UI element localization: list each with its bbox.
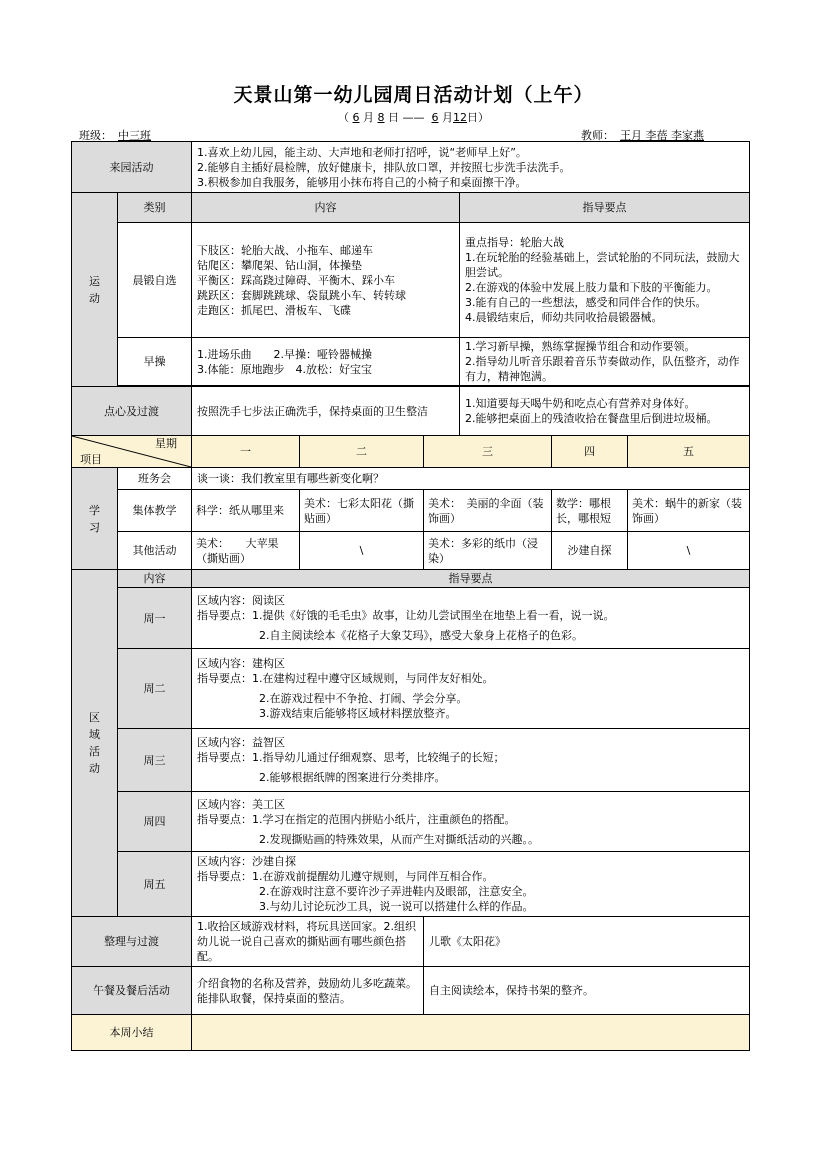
area-content-header: 内容 [118, 570, 192, 588]
area-day-mon: 周一 [118, 588, 192, 649]
group-teaching-thu: 数学：哪根长，哪根短 [552, 490, 628, 532]
sports-type-header: 类别 [118, 193, 192, 223]
lunch-content: 介绍食物的名称及营养，鼓励幼儿多吃蔬菜。 能排队取餐，保持桌面的整洁。 [192, 967, 424, 1015]
calisthenics-content: 1.进场乐曲 2.早操：哑铃器械操 3.体能：原地跑步 4.放松：好宝宝 [192, 338, 460, 386]
item-label: 项目 [80, 453, 102, 466]
lunch-label: 午餐及餐后活动 [72, 967, 192, 1015]
arrival-label: 来园活动 [72, 142, 192, 193]
area-day-thu: 周四 [118, 792, 192, 852]
area-plan-thu: 区域内容：美工区 指导要点：1.学习在指定的范围内拼贴小纸片，注重颜色的搭配。 2.发现撕贴画的特殊效果，从而产生对撕纸活动的兴趣。。 [192, 792, 750, 852]
morning-exercise-guide: 重点指导：轮胎大战 1.在玩轮胎的经验基础上，尝试轮胎的不同玩法，鼓励大胆尝试。 2.在游戏的体验中发展上肢力量和下肢的平衡能力。 3.能有自己的一些想法，感受和同伴合作的快乐。 4.晨锻结束后，师幼共同收拾晨锻器械。 [460, 223, 750, 338]
end-month: 6 [431, 111, 439, 124]
end-day: 12 [453, 111, 467, 124]
other-activities-label: 其他活动 [118, 532, 192, 570]
group-teaching-wed: 美术： 美丽的伞面（装饰画） [424, 490, 552, 532]
week-header-corner [72, 436, 192, 468]
class-name: 中三班 [118, 129, 151, 142]
area-day-tue: 周二 [118, 649, 192, 729]
sports-guide-header: 指导要点 [460, 193, 750, 223]
lunch-right: 自主阅读绘本，保持书架的整齐。 [424, 967, 750, 1015]
teacher-names: 王月 李蓓 李家燕 [620, 129, 704, 142]
snack-content: 按照洗手七步法正确洗手，保持桌面的卫生整洁 [192, 387, 460, 436]
day-header-fri: 五 [628, 436, 750, 468]
sports-label: 运 动 [72, 193, 118, 387]
summary-content [192, 1015, 750, 1051]
start-month: 6 [352, 111, 360, 124]
morning-exercise-label: 晨锻自选 [118, 223, 192, 338]
class-meeting-label: 班务会 [118, 468, 192, 490]
activity-plan-table [71, 141, 750, 1051]
area-activity-label: 区 域 活 动 [72, 570, 118, 917]
area-plan-fri: 区域内容：沙建自探 指导要点：1.在游戏前提醒幼儿遵守规则，与同伴互相合作。 2.在游戏时注意不要许沙子弄进鞋内及眼部，注意安全。 3.与幼儿讨论玩沙工具，说一说可以搭建什么样的作品。 [192, 852, 750, 917]
area-day-fri: 周五 [118, 852, 192, 917]
day-header-thu: 四 [552, 436, 628, 468]
area-plan-tue: 区域内容：建构区 指导要点：1.在建构过程中遵守区域规则，与同伴友好相处。 2.在游戏过程中不争抢、打闹、学会分享。 3.游戏结束后能够将区域材料摆放整齐。 [192, 649, 750, 729]
group-teaching-fri: 美术：蜗牛的新家（装饰画） [628, 490, 750, 532]
tidy-right: 儿歌《太阳花》 [424, 917, 750, 967]
page-title: 天景山第一幼儿园周日活动计划（上午） [233, 84, 594, 106]
weekday-label: 星期 [155, 437, 177, 450]
day-header-mon: 一 [192, 436, 300, 468]
area-plan-wed: 区域内容：益智区 指导要点：1.指导幼儿通过仔细观察、思考，比较绳子的长短； 2.能够根据纸牌的图案进行分类排序。 [192, 729, 750, 792]
day-header-wed: 三 [424, 436, 552, 468]
calisthenics-guide: 1.学习新早操，熟练掌握操节组合和动作要领。 2.指导幼儿听音乐跟着音乐节奏做动作，队伍整齐，动作有力，精神饱满。 [460, 338, 750, 386]
group-teaching-label: 集体教学 [118, 490, 192, 532]
class-meeting-content: 谈一谈：我们教室里有哪些新变化啊？ [192, 468, 750, 490]
area-plan-mon: 区域内容：阅读区 指导要点：1.提供《好饿的毛毛虫》故事，让幼儿尝试围坐在地垫上看一看，说一说。 2.自主阅读绘本《花格子大象艾玛》，感受大象身上花格子的色彩。 [192, 588, 750, 649]
snack-guide: 1.知道要每天喝牛奶和吃点心有营养对身体好。 2.能够把桌面上的残渣收拾在餐盘里后倒进垃圾桶。 [460, 387, 750, 436]
area-guide-header: 指导要点 [192, 570, 750, 588]
other-activity-fri: \ [628, 532, 750, 570]
teacher-info: 教师： 王月 李蓓 李家燕 [581, 127, 710, 143]
group-teaching-mon: 科学：纸从哪里来 [192, 490, 300, 532]
date-range: （ 6 月 8 日 —— 6 月12日） [338, 111, 489, 124]
other-activity-wed: 美术：多彩的纸巾（浸染） [424, 532, 552, 570]
other-activity-thu: 沙建自探 [552, 532, 628, 570]
summary-label: 本周小结 [72, 1015, 192, 1051]
morning-exercise-content: 下肢区：轮胎大战、小拖车、邮递车 钻爬区：攀爬架、钻山洞，体操垫 平衡区：踩高跷过障碍、平衡木、踩小车 跳跃区：套脚跳跳球、袋鼠跳小车、转转球 走跑区：抓尾巴、滑板车、飞碟 [192, 223, 460, 338]
area-day-wed: 周三 [118, 729, 192, 792]
tidy-label: 整理与过渡 [72, 917, 192, 967]
group-teaching-tue: 美术：七彩太阳花（撕贴画） [300, 490, 424, 532]
snack-label: 点心及过渡 [72, 387, 192, 436]
sports-content-header: 内容 [192, 193, 460, 223]
start-day: 8 [377, 111, 385, 124]
other-activity-tue: \ [300, 532, 424, 570]
study-label: 学 习 [72, 468, 118, 570]
other-activity-mon: 美术： 大苹果（撕贴画） [192, 532, 300, 570]
day-header-tue: 二 [300, 436, 424, 468]
class-info: 班级： 中三班 [79, 127, 157, 143]
calisthenics-label: 早操 [118, 338, 192, 386]
arrival-content: 1.喜欢上幼儿园，能主动、大声地和老师打招呼，说“老师早上好”。 2.能够自主插好晨检牌，放好健康卡，排队放口罩，并按照七步洗手法洗手。 3.积极参加自我服务，能够用小抹布将自己的小椅子和桌面擦干净。 [192, 142, 750, 193]
tidy-content: 1.收拾区域游戏材料，将玩具送回家。2.组织幼儿说一说自己喜欢的撕贴画有哪些颜色搭配。 [192, 917, 424, 967]
